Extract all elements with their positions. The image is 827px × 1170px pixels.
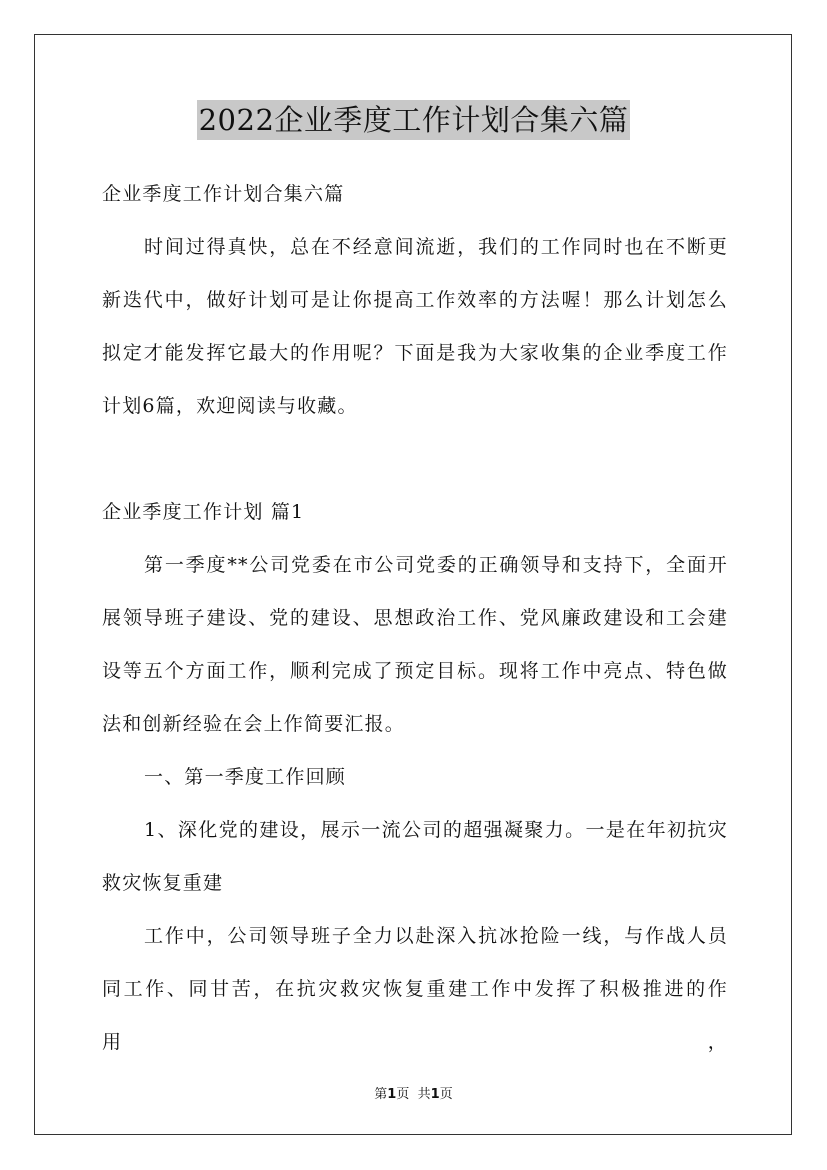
paragraph-line: 法和创新经验在会上作简要汇报。 <box>102 713 406 735</box>
paragraph-line: 1、深化党的建设，展示一流公司的超强凝聚力。一是在年初抗灾 <box>144 819 728 841</box>
paragraph-line: 第一季度**公司党委在市公司党委的正确领导和支持下，全面开 <box>144 554 728 576</box>
paragraph-line: 拟定才能发挥它最大的作用呢？下面是我为大家收集的企业季度工作 <box>102 342 728 364</box>
paragraph-line: 展领导班子建设、党的建设、思想政治工作、党风廉政建设和工会建 <box>102 607 728 629</box>
paragraph-line: 同工作、同甘苦，在抗灾救灾恢复重建工作中发挥了积极推进的作用， <box>102 978 728 1053</box>
paragraph-line: 计划6篇，欢迎阅读与收藏。 <box>102 395 358 417</box>
section-heading: 企业季度工作计划 篇1 <box>102 501 305 523</box>
subsection-heading: 一、第一季度工作回顾 <box>144 766 347 788</box>
page-footer <box>0 1083 827 1102</box>
paragraph-line: 救灾恢复重建 <box>102 872 224 894</box>
footer-page-number: 1 <box>387 1087 397 1102</box>
paragraph-line: 时间过得真快，总在不经意间流逝，我们的工作同时也在不断更 <box>144 236 728 258</box>
footer-total-prefix: 共 <box>417 1087 431 1102</box>
document-body <box>102 168 728 1053</box>
paragraph-line: 新迭代中，做好计划可是让你提高工作效率的方法喔！那么计划怎么 <box>102 289 728 311</box>
title-container <box>0 100 827 140</box>
subtitle-line: 企业季度工作计划合集六篇 <box>102 183 345 205</box>
paragraph-line: 设等五个方面工作，顺利完成了预定目标。现将工作中亮点、特色做 <box>102 660 728 682</box>
footer-page-prefix: 第 <box>374 1087 388 1102</box>
document-title: 2022企业季度工作计划合集六篇 <box>197 100 631 140</box>
footer-page-suffix: 页 <box>396 1087 410 1102</box>
footer-total-suffix: 页 <box>439 1087 453 1102</box>
paragraph-gap <box>102 433 728 486</box>
footer-total-number: 1 <box>430 1087 440 1102</box>
paragraph-line: 工作中，公司领导班子全力以赴深入抗冰抢险一线，与作战人员 <box>144 925 728 947</box>
